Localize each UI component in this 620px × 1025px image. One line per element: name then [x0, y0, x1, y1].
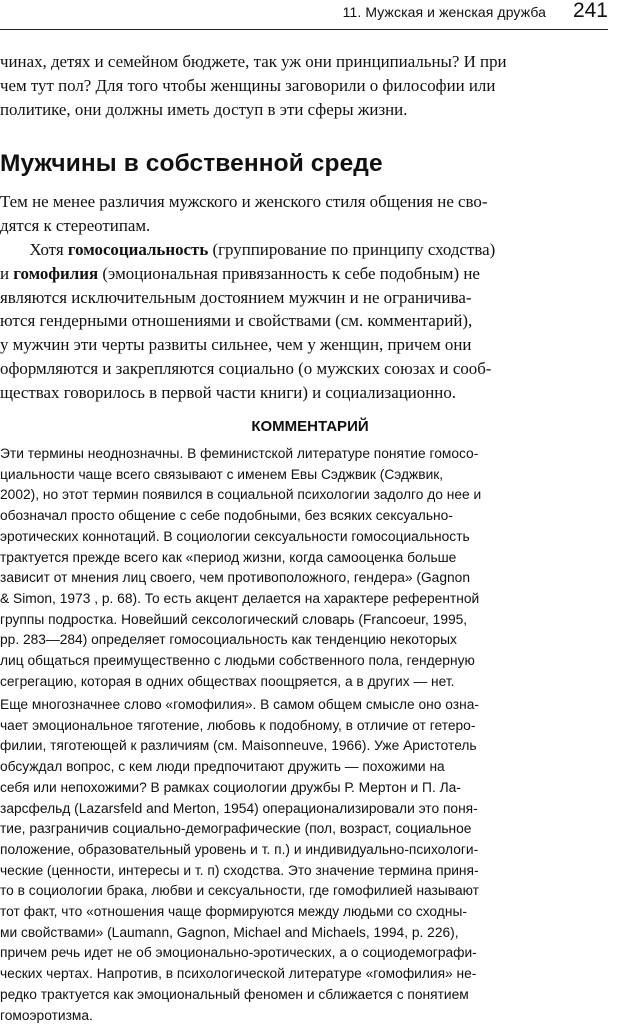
text-line: циальности чаще всего связывают с именем Евы Сэджвик (Сэджвик, [0, 465, 444, 482]
text-line: лиц общаться преимущественно с людьми собственного пола, гендерную [0, 652, 475, 669]
running-header [0, 0, 620, 32]
text-line: зарсфельд (Lazarsfeld and Merton, 1954) операционализировали это поня- [0, 799, 478, 816]
text-line: Еще многозначнее слово «гомофилия». В самом общем смысле оно озна- [0, 696, 479, 712]
commentary-title: КОММЕНТАРИЙ [251, 418, 369, 435]
commentary-paragraph-2 [0, 694, 620, 1025]
text-run: Хотя [29, 240, 68, 259]
commentary-paragraph-1 [0, 443, 620, 691]
text-line: Эти термины неоднозначны. В феминистской литературе понятие гомосо- [0, 445, 479, 461]
intro-paragraph [0, 50, 620, 121]
text-line: себя или непохожими? В рамках социологии дружбы Р. Мертон и П. Ла- [0, 778, 461, 795]
text-line: ческих чертах. Напротив, в психологической литературе «гомофилия» не- [0, 965, 477, 982]
text-run: и [0, 263, 14, 283]
text-line: сегрегацию, которая в одних обществах поощряется, а в других — нет. [0, 672, 455, 689]
text-line: филии, тяготеющей к различиям (см. Maisonneuve, 1966). Уже Аристотель [0, 737, 477, 754]
text-line: ются гендерными отношениями и свойствами (см. комментарий), [0, 311, 473, 331]
text-line: группы подростка. Новейший сексологический словарь (Francoeur, 1995, [0, 610, 468, 627]
page-number: 241 [572, 0, 608, 22]
section-title: Мужчины в собственной среде [0, 150, 383, 177]
text-line: чем тут пол? Для того чтобы женщины заговорили о философии или [0, 75, 496, 95]
text-line: зависит от мнения лиц своего, чем противоположного, гендера» (Gagnon [0, 569, 471, 586]
text-line: у мужчин эти черты развиты сильнее, чем у женщин, причем они [0, 335, 472, 355]
text-line: чает эмоциональное тяготение, любовь к подобному, в отличие от гетеро- [0, 716, 476, 733]
text-line: обсуждал вопрос, с кем люди предпочитают дружить — похожими на [0, 758, 445, 775]
paragraph-1 [0, 190, 620, 238]
text-line: дятся к стереотипам. [0, 215, 151, 235]
text-line: оформляются и закрепляются социально (о мужских союзах и сооб- [0, 358, 492, 378]
text-line: являются исключительным достоянием мужчин и не ограничива- [0, 287, 472, 307]
text-line: ческие (ценности, интересы и т. п) сходства. Это значение термина приня- [0, 861, 479, 878]
text-line: & Simon, 1973 , p. 68). То есть акцент делается на характере референтной [0, 589, 480, 606]
text-line [0, 238, 606, 262]
text-line: трактуется прежде всего как «период жизни, когда самооценка больше [0, 548, 457, 565]
text-line: ми свойствами» (Laumann, Gagnon, Michael and Michaels, 1994, p. 226), [0, 923, 459, 940]
paragraph-2 [0, 238, 620, 405]
text-line: тие, разграничив социально-демографические (пол, возраст, социальное [0, 820, 472, 837]
term-homophily: гомофилия [13, 263, 99, 283]
text-line: эротических коннотаций. В социологии сексуальности гомосоциальность [0, 527, 470, 544]
text-line: положение, образовательный уровень и т. п.) и индивидуально-психологи- [0, 840, 479, 857]
chapter-title: 11. Мужская и женская дружба [342, 4, 546, 20]
text-line: то в социологии брака, любви и сексуальности, где гомофилией называют [0, 882, 479, 899]
text-run: (группирование по принципу сходства) [208, 240, 496, 259]
text-line: ществах говорилось в первой части книги) и социализационно. [0, 382, 457, 402]
header-rule [0, 29, 608, 30]
term-homosociality: гомосоциальность [67, 240, 209, 259]
text-run: (эмоциональная привязанность к себе подобным) не [98, 263, 480, 283]
text-line: редко трактуется как эмоциональный феномен и сближается с понятием [0, 985, 469, 1002]
text-line: тот факт, что «отношения чаще формируются между людьми со сходны- [0, 903, 467, 920]
text-line: pp. 283—284) определяет гомосоциальность как тенденцию некоторых [0, 631, 457, 648]
text-line: гомоэротизма. [0, 1006, 93, 1023]
text-line: чинах, детях и семейном бюджете, так уж они принципиальны? И при [0, 52, 507, 71]
text-line: 2002), но этот термин появился в социальной психологии задолго до нее и [0, 486, 482, 503]
text-line [0, 262, 606, 286]
text-line: причем речь идет не об эмоционально-эротических, а о социодемографи- [0, 944, 477, 961]
text-line: обозначал просто общение с себе подобными, без всяких сексуально- [0, 507, 453, 524]
text-line: политике, они должны иметь доступ в эти сферы жизни. [0, 99, 408, 119]
text-line: Тем не менее различия мужского и женского стиля общения не сво- [0, 192, 488, 211]
